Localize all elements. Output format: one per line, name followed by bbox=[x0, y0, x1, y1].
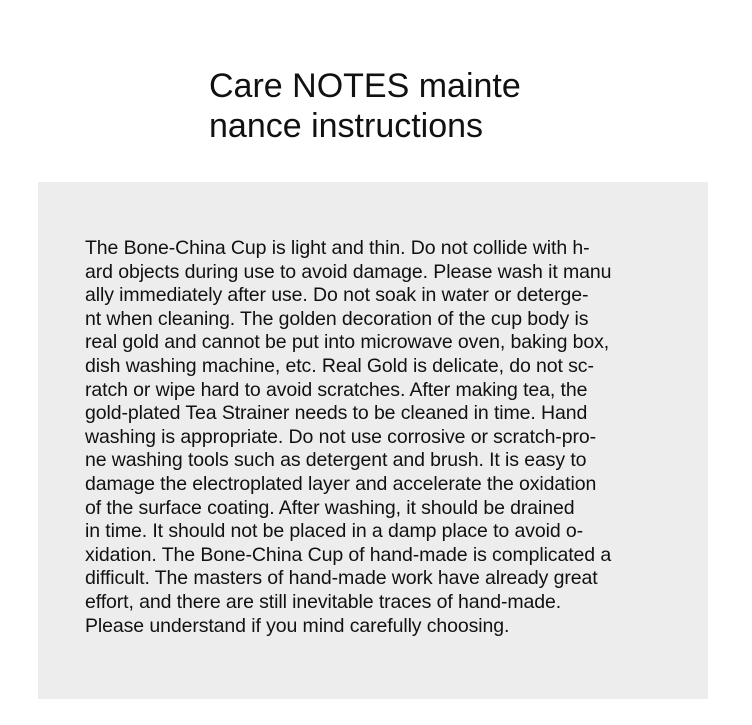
text-line: effort, and there are still inevitable traces of hand-made. bbox=[85, 590, 562, 613]
text-line: damage the electroplated layer and accelerate the oxidation bbox=[85, 472, 597, 495]
text-line: washing is appropriate. Do not use corrosive or scratch-pro- bbox=[85, 425, 596, 448]
text-line: xidation. The Bone-China Cup of hand-made is complicated a bbox=[85, 543, 612, 566]
title-line: Care NOTES mainte bbox=[209, 67, 521, 105]
text-line: dish washing machine, etc. Real Gold is delicate, do not sc- bbox=[85, 354, 594, 377]
text-line: gold-plated Tea Strainer needs to be cleaned in time. Hand bbox=[85, 402, 588, 425]
text-line: in time. It should not be placed in a damp place to avoid o- bbox=[85, 520, 584, 543]
text-line: of the surface coating. After washing, it should be drained bbox=[85, 496, 575, 519]
text-line: ne washing tools such as detergent and brush. It is easy to bbox=[85, 449, 587, 472]
title-line: nance instructions bbox=[209, 107, 484, 145]
text-line: Please understand if you mind carefully choosing. bbox=[85, 614, 510, 637]
text-line: ratch or wipe hard to avoid scratches. After making tea, the bbox=[85, 378, 588, 401]
text-line: real gold and cannot be put into microwave oven, baking box, bbox=[85, 331, 610, 354]
text-line: ard objects during use to avoid damage. Please wash it manu bbox=[85, 260, 612, 283]
text-line: nt when cleaning. The golden decoration of the cup body is bbox=[85, 307, 589, 330]
text-line: The Bone-China Cup is light and thin. Do not collide with h- bbox=[85, 237, 590, 259]
text-line: ally immediately after use. Do not soak in water or deterge- bbox=[85, 284, 589, 307]
care-instructions-text bbox=[85, 237, 665, 638]
care-instructions-panel bbox=[38, 182, 708, 699]
page-title bbox=[209, 66, 537, 146]
text-line: difficult. The masters of hand-made work have already great bbox=[85, 567, 598, 590]
